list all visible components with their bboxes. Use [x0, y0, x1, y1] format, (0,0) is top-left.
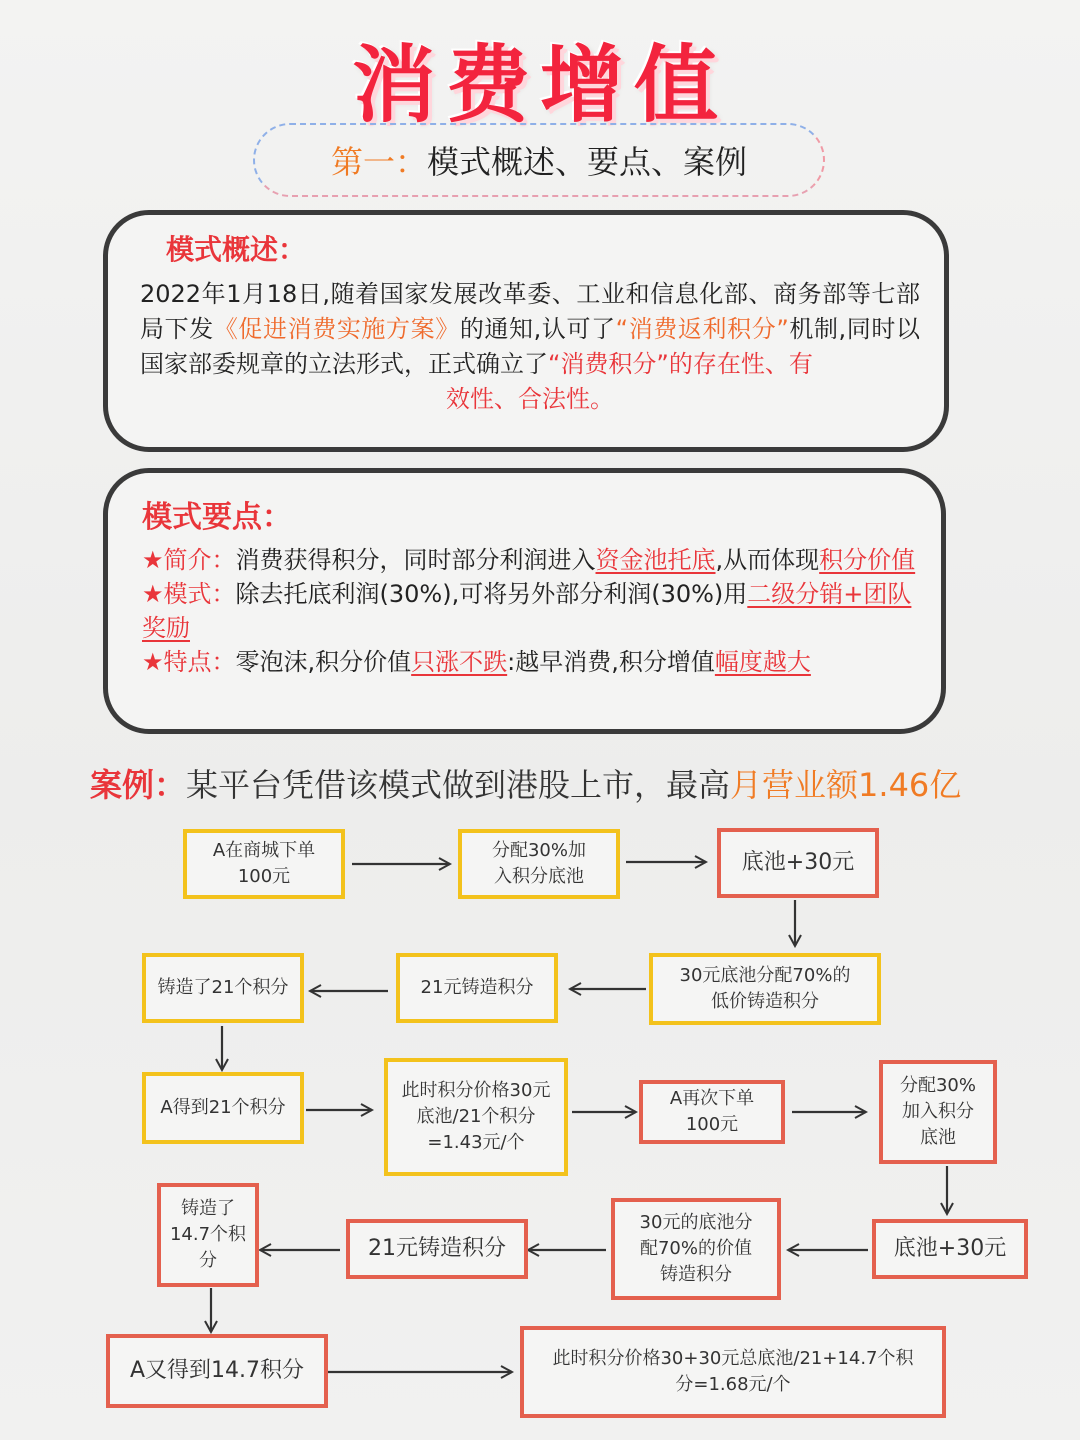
point-feature-underline-2: 幅度越大	[714, 648, 811, 676]
point-intro-label: ★简介：	[142, 546, 236, 574]
point-intro-underline-1: 资金池托底	[595, 546, 716, 574]
page-title: 消费增值	[351, 36, 728, 134]
flow-box-order-2: A再次下单 100元	[639, 1080, 785, 1144]
point-mode-text: 除去托底利润(30%),可将另外部分利润(30%)用	[235, 580, 748, 608]
point-mode-underline: 二级分销+团队奖励	[142, 580, 912, 642]
flow-box-price-2: 此时积分价格30+30元总底池/21+14.7个积 分=1.68元/个	[520, 1326, 946, 1418]
flow-box-price-1: 此时积分价格30元 底池/21个积分 =1.43元/个	[384, 1058, 568, 1176]
point-intro-underline-2: 积分价值	[819, 546, 916, 574]
flow-box-receive-1: A得到21个积分	[142, 1072, 304, 1144]
overview-points-claim-end: 效性、合法性。	[446, 385, 614, 413]
overview-mechanism: “消费返利积分”	[615, 315, 789, 343]
point-feature-text-2: :越早消费,积分增值	[507, 648, 715, 676]
case-highlight: 月营业额1.46亿	[730, 766, 962, 804]
point-intro-text-2: ,从而体现	[715, 546, 820, 574]
flow-box-mint-2: 21元铸造积分	[346, 1219, 528, 1279]
flow-box-receive-2: A又得到14.7积分	[106, 1334, 328, 1408]
points-heading: 模式要点：	[142, 500, 292, 535]
overview-doc-title: 《促进消费实施方案》	[213, 315, 460, 343]
point-intro-text: 消费获得积分，同时部分利润进入	[235, 546, 596, 574]
subtitle-lead: 第一：	[330, 143, 427, 181]
case-heading: 案例：	[90, 766, 187, 804]
overview-text-3: 机制,同时以国家部委规章的立法形式，正式确立了	[140, 315, 920, 378]
flow-box-order-1: A在商城下单 100元	[183, 829, 345, 899]
flow-box-minted-1: 铸造了21个积分	[142, 953, 304, 1023]
overview-text-2: 的通知,认可了	[459, 315, 616, 343]
flow-box-allocate-1: 分配30%加 入积分底池	[458, 829, 620, 899]
flow-box-mint-1: 21元铸造积分	[396, 953, 558, 1023]
subtitle-rest: 模式概述、要点、案例	[427, 143, 748, 181]
case-text: 某平台凭借该模式做到港股上市，最高	[186, 766, 731, 804]
point-feature-underline-1: 只涨不跌	[411, 648, 508, 676]
point-feature-label: ★特点：	[142, 648, 236, 676]
flow-box-allocate-2: 分配30% 加入积分 底池	[879, 1060, 997, 1164]
overview-points-claim: “消费积分”的存在性、有	[548, 350, 813, 378]
overview-heading: 模式概述：	[166, 233, 307, 266]
flow-box-pool-1: 底池+30元	[717, 828, 879, 898]
flow-box-mint-allocate-1: 30元底池分配70%的 低价铸造积分	[649, 953, 881, 1025]
flow-box-minted-2: 铸造了 14.7个积 分	[157, 1183, 259, 1287]
point-feature-text: 零泡沫,积分价值	[235, 648, 412, 676]
flow-box-pool-2: 底池+30元	[872, 1219, 1028, 1279]
point-mode-label: ★模式：	[142, 580, 236, 608]
flow-box-mint-allocate-2: 30元的底池分 配70%的价值 铸造积分	[611, 1198, 781, 1300]
overview-text-1: 2022年1月18日,随着国家发展改革委、工业和信息化部、商务部等七部局下发	[140, 280, 920, 343]
